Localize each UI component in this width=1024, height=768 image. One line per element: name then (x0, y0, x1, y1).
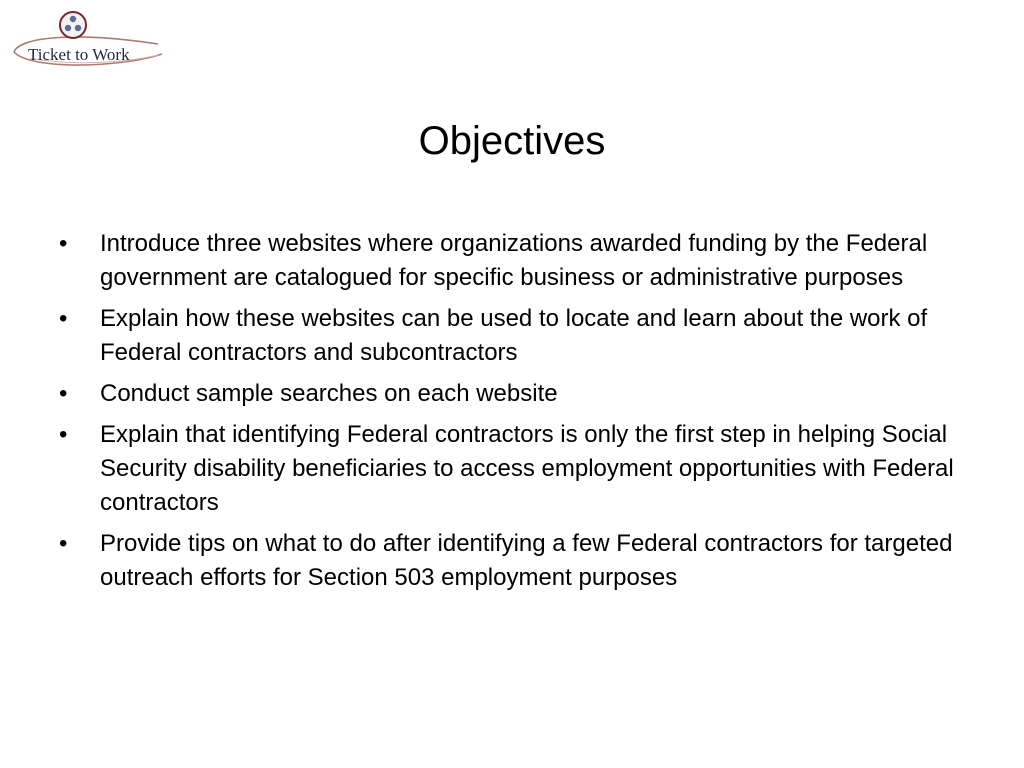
bullet-text: Introduce three websites where organizations awarded funding by the Federal government are catalogued for specific business or administrative purposes (100, 230, 928, 291)
bullet-text: Provide tips on what to do after identifying a few Federal contractors for targeted outreach efforts for Section 503 employment purposes (100, 530, 953, 591)
bullet-text: Conduct sample searches on each website (100, 380, 558, 407)
list-item (55, 527, 975, 595)
bullet-text: Explain how these websites can be used to locate and learn about the work of Federal contractors and subcontractors (100, 305, 928, 366)
objectives-list (55, 227, 975, 602)
list-item (55, 377, 975, 411)
bullet-icon: • (59, 380, 68, 407)
ticket-to-work-logo (10, 8, 165, 70)
list-item (55, 227, 975, 295)
list-item (55, 302, 975, 370)
bullet-icon: • (59, 421, 68, 448)
bullet-text: Explain that identifying Federal contractors is only the first step in helping Social Security disability beneficiaries to access employment opportunities with Federal contractors (100, 421, 954, 516)
logo-text: Ticket to Work (28, 45, 130, 64)
bullet-icon: • (59, 230, 68, 257)
slide-title: Objectives (418, 119, 606, 163)
list-item (55, 418, 975, 520)
bullet-icon: • (59, 530, 68, 557)
bullet-icon: • (59, 305, 68, 332)
